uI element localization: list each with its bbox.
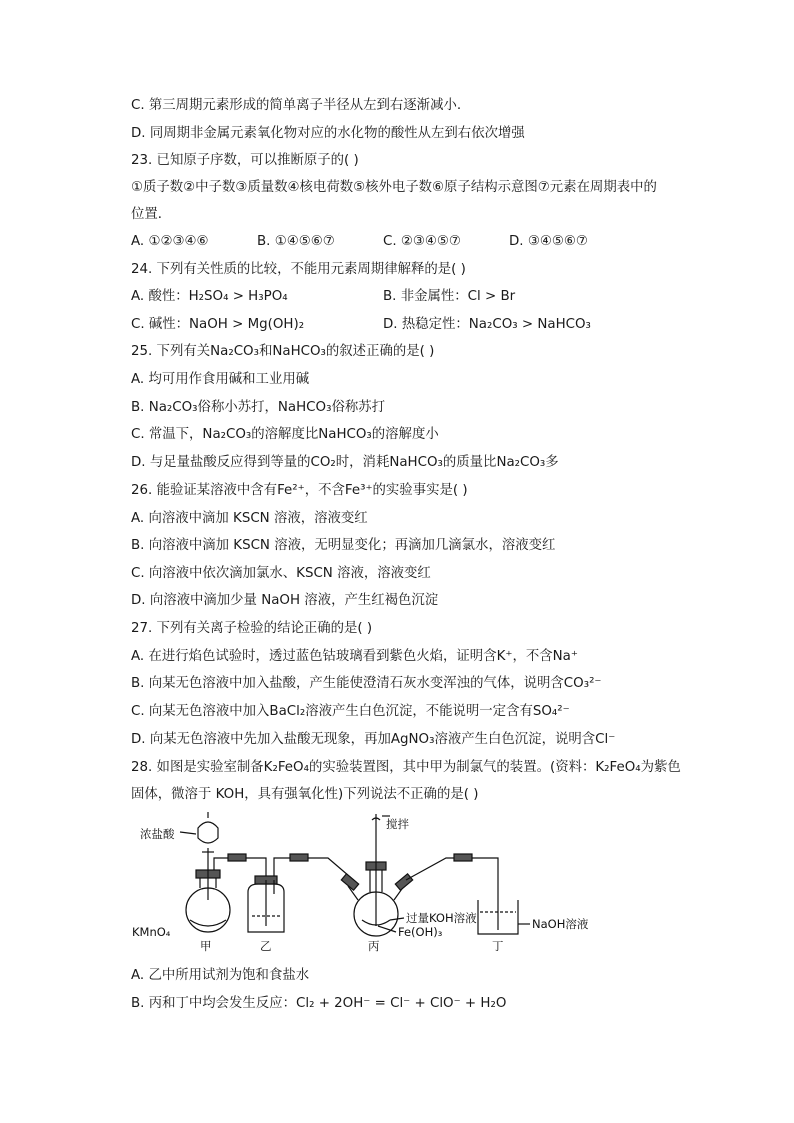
label-jia: 甲 [200, 939, 212, 953]
question-23: 23. 已知原子序数，可以推断原子的( ) [131, 153, 359, 168]
question-24: 24. 下列有关性质的比较，不能用元素周期律解释的是( ) [131, 262, 466, 277]
q25-option-a: A. 均可用作食用碱和工业用碱 [131, 372, 310, 387]
label-yi: 乙 [260, 939, 272, 953]
q28-option-a: A. 乙中所用试剂为饱和食盐水 [131, 968, 310, 983]
q24-option-a: A. 酸性：H₂SO₄ > H₃PO₄ [131, 289, 288, 304]
option-c-periodic: C. 第三周期元素形成的简单离子半径从左到右逐渐减小. [131, 98, 462, 113]
apparatus-figure [128, 808, 588, 958]
label-feoh: Fe(OH)₃ [398, 925, 443, 939]
question-23-options [131, 233, 671, 251]
label-stir: 搅拌 [386, 817, 409, 831]
q24-option-c: C. 碱性：NaOH > Mg(OH)₂ [131, 317, 305, 332]
q27-option-c: C. 向某无色溶液中加入BaCl₂溶液产生白色沉淀，不能说明一定含有SO₄²⁻ [131, 704, 570, 719]
q26-option-b: B. 向溶液中滴加 KSCN 溶液，无明显变化；再滴加几滴氯水，溶液变红 [131, 538, 556, 553]
q28-option-b: B. 丙和丁中均会发生反应：Cl₂ + 2OH⁻ = Cl⁻ + ClO⁻ + H₂O [131, 996, 507, 1011]
label-kmno4: KMnO₄ [132, 925, 171, 939]
q23-option-a: A. ①②③④⑥ [131, 234, 209, 249]
question-28: 28. 如图是实验室制备K₂FeO₄的实验装置图，其中甲为制氯气的装置。(资料：K₂FeO₄为紫色 [131, 760, 681, 775]
label-naoh: NaOH溶液 [532, 917, 588, 931]
q24-option-d: D. 热稳定性：Na₂CO₃ > NaHCO₃ [383, 317, 591, 332]
q27-option-a: A. 在进行焰色试验时，透过蓝色钴玻璃看到紫色火焰，证明含K⁺，不含Na⁺ [131, 649, 578, 664]
question-25: 25. 下列有关Na₂CO₃和NaHCO₃的叙述正确的是( ) [131, 344, 435, 359]
q27-option-d: D. 向某无色溶液中先加入盐酸无现象，再加AgNO₃溶液产生白色沉淀，说明含Cl⁻ [131, 732, 616, 747]
question-23-items: ①质子数②中子数③质量数④核电荷数⑤核外电子数⑥原子结构示意图⑦元素在周期表中的 [131, 180, 657, 195]
question-26: 26. 能验证某溶液中含有Fe²⁺，不含Fe³⁺的实验事实是( ) [131, 483, 468, 498]
question-23-items-cont: 位置． [131, 207, 172, 222]
question-27: 27. 下列有关离子检验的结论正确的是( ) [131, 621, 373, 636]
question-24-options-ab [131, 288, 671, 306]
label-hcl: 浓盐酸 [140, 827, 175, 841]
q25-option-c: C. 常温下，Na₂CO₃的溶解度比NaHCO₃的溶解度小 [131, 427, 439, 442]
q27-option-b: B. 向某无色溶液中加入盐酸，产生能使澄清石灰水变浑浊的气体，说明含CO₃²⁻ [131, 676, 602, 691]
label-koh: 过量KOH溶液 [406, 911, 477, 925]
q26-option-a: A. 向溶液中滴加 KSCN 溶液，溶液变红 [131, 511, 368, 526]
question-24-options-cd [131, 316, 671, 334]
q23-option-d: D. ③④⑤⑥⑦ [509, 234, 588, 249]
q25-option-b: B. Na₂CO₃俗称小苏打，NaHCO₃俗称苏打 [131, 400, 386, 415]
question-28-cont: 固体，微溶于 KOH，具有强氧化性)下列说法不正确的是( ) [131, 787, 479, 802]
option-d-periodic: D. 同周期非金属元素氧化物对应的水化物的酸性从左到右依次增强 [131, 126, 525, 141]
q23-option-c: C. ②③④⑤⑦ [383, 234, 461, 249]
q26-option-c: C. 向溶液中依次滴加氯水、KSCN 溶液，溶液变红 [131, 566, 431, 581]
q24-option-b: B. 非金属性：Cl > Br [383, 289, 516, 304]
q23-option-b: B. ①④⑤⑥⑦ [257, 234, 335, 249]
dropping-funnel [198, 822, 218, 843]
q26-option-d: D. 向溶液中滴加少量 NaOH 溶液，产生红褐色沉淀 [131, 593, 439, 608]
q25-option-d: D. 与足量盐酸反应得到等量的CO₂时，消耗NaHCO₃的质量比Na₂CO₃多 [131, 455, 559, 470]
label-ding: 丁 [492, 939, 504, 953]
label-bing: 丙 [368, 939, 380, 953]
